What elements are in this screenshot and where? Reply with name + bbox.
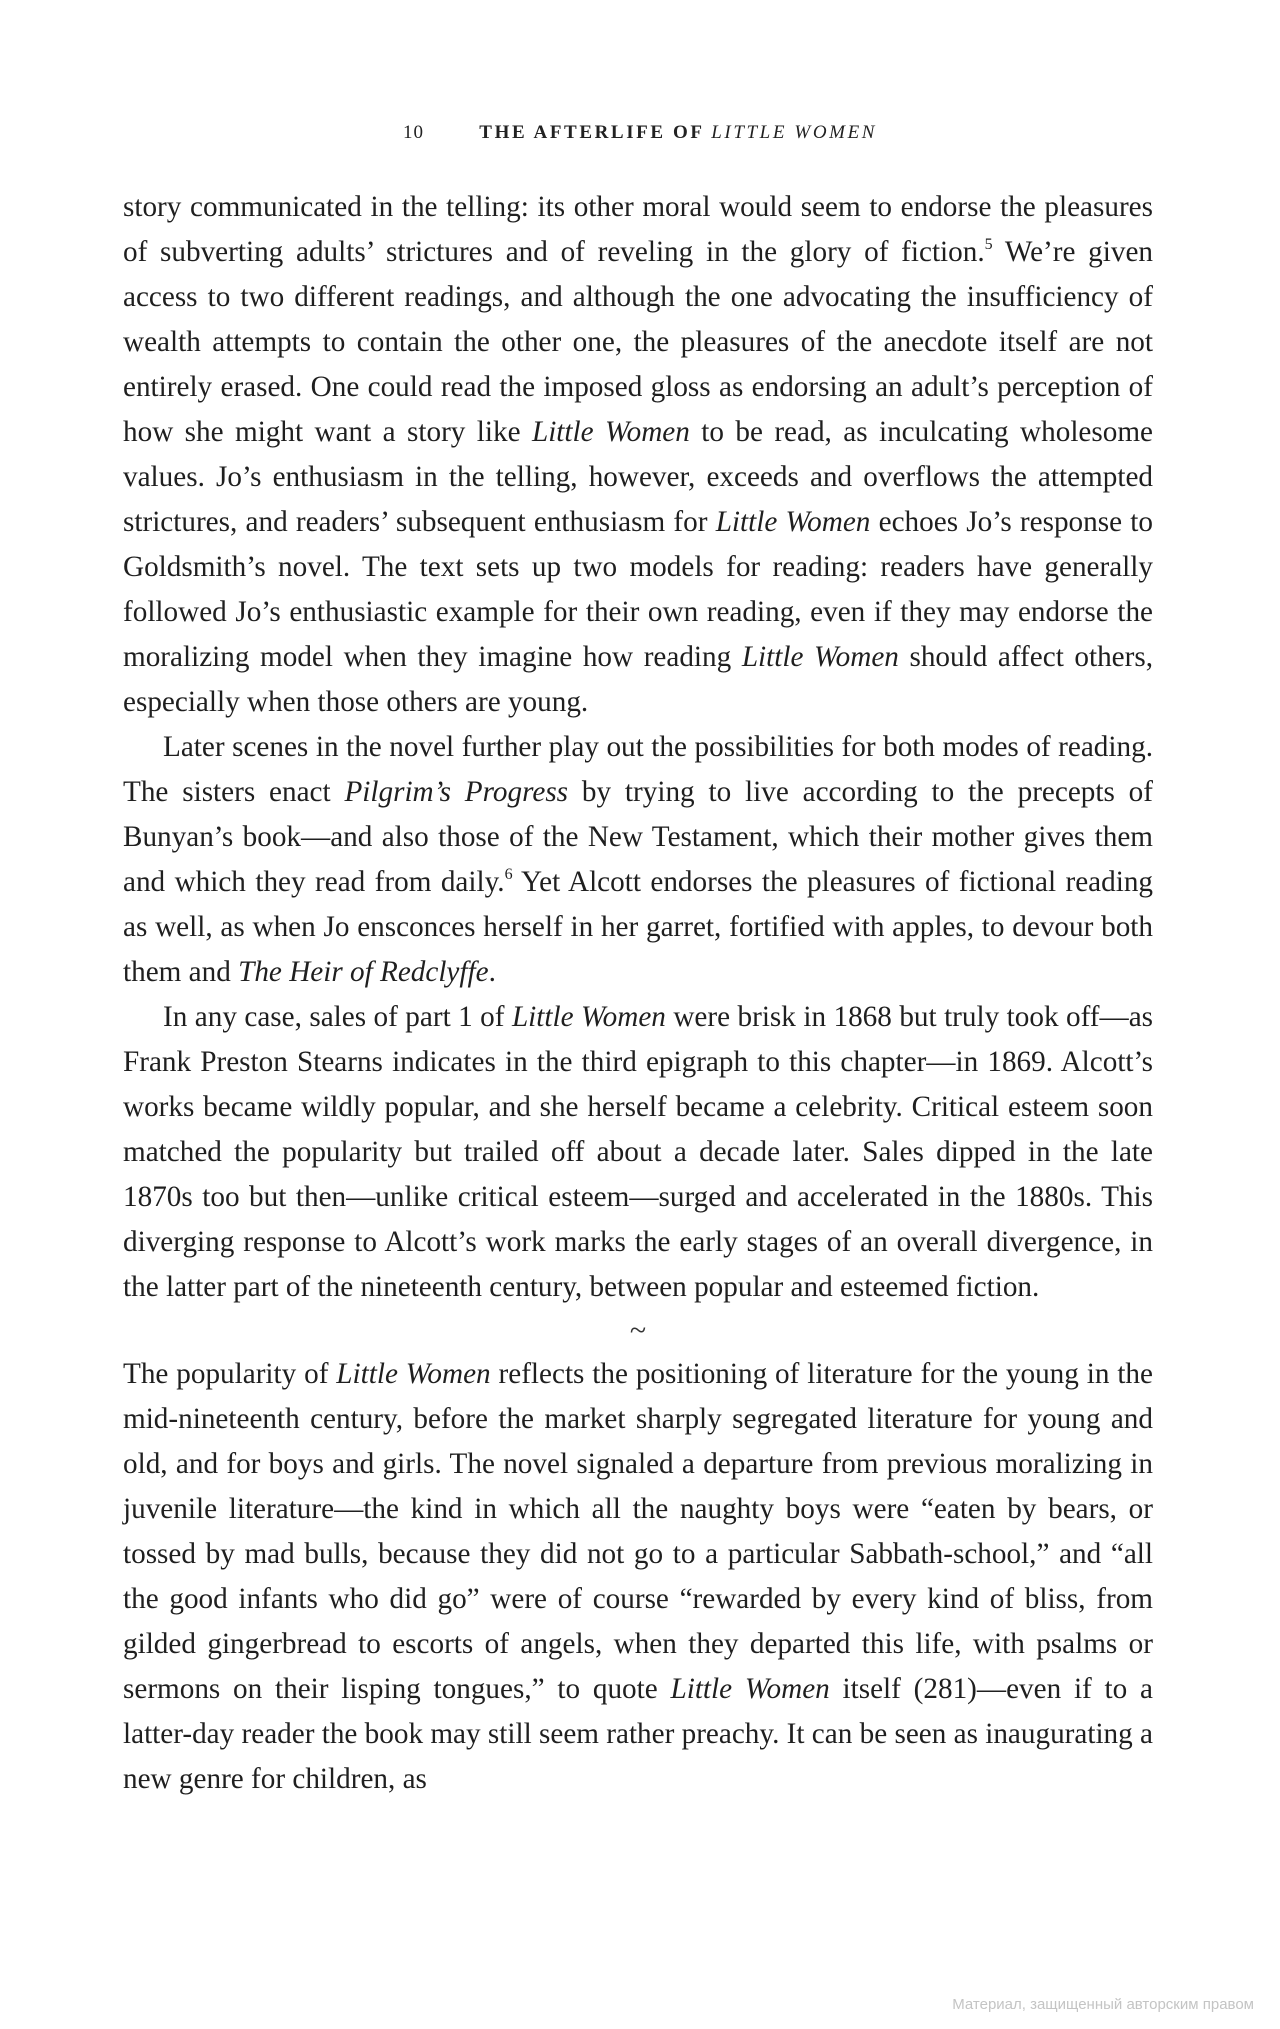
p4-text-2: reflects the positioning of literature for the young in the mid-nineteenth century, before the market sharply segregated literature for young and old, and for boys and girls. The novel signaled a departure from previous moralizing in juvenile literature—the kind in which all the naughty boys were “eaten by bears, or tossed by mad bulls, because they did not go to a particular Sabbath-school,” and “all the good infants who did go” were of course “rewarded by every kind of bliss, from gilded gingerbread to escorts of angels, when they departed this life, with psalms or sermons on their lisping tongues,” to quote xyxy=(123,1358,1153,1705)
p2-text-3: Yet Alcott endorses the pleasures of fictional reading as well, as when Jo ensconces herself in her garret, fortified with apples, to devour both them and xyxy=(123,866,1154,988)
section-break-ornament: ~ xyxy=(629,1314,647,1347)
p3-title-1: Little Women xyxy=(511,1001,666,1033)
p2-text-1: Later scenes in the novel further play out the possibilities for both modes of reading. The sisters enact xyxy=(123,731,1153,808)
p1-title-2: Little Women xyxy=(715,506,871,538)
p2-title-2: The Heir of Redclyffe xyxy=(238,956,489,988)
copyright-watermark: Материал, защищенный авторским правом xyxy=(952,1996,1254,2013)
p1-title-1: Little Women xyxy=(531,416,690,448)
p4-text-1: The popularity of xyxy=(123,1358,337,1390)
p3-text-1: In any case, sales of part 1 of xyxy=(163,1001,512,1033)
footnote-ref-5: 5 xyxy=(984,236,993,253)
running-head xyxy=(0,122,1280,144)
paragraph-2 xyxy=(123,725,1153,995)
page-number: 10 xyxy=(402,122,424,143)
running-title-text: THE AFTERLIFE OF xyxy=(479,122,712,143)
running-title xyxy=(479,122,877,143)
p1-text-3: to be read, as inculcating wholesome values. Jo’s enthusiasm in the telling, however, exceeds and overflows the attempted strictures, and readers’ subsequent enthusiasm for xyxy=(123,416,1153,538)
p2-text-4: . xyxy=(488,956,496,988)
p4-title-1: Little Women xyxy=(336,1358,491,1390)
p1-text-2: We’re given access to two different readings, and although the one advocating the insufficiency of wealth attempts to contain the other one, the pleasures of the anecdote itself are not entirely erased. One could read the imposed gloss as endorsing an adult’s perception of how she might want a story like xyxy=(123,236,1153,448)
p3-text-2: were brisk in 1868 but truly took off—as Frank Preston Stearns indicates in the third epigraph to this chapter—in 1869. Alcott’s works became wildly popular, and she herself became a celebrity. Critical esteem soon matched the popularity but trailed off about a decade later. Sales dipped in the late 1870s too but then—unlike critical esteem—surged and accelerated in the 1880s. This diverging response to Alcott’s work marks the early stages of an overall divergence, in the latter part of the nineteenth century, between popular and esteemed fiction. xyxy=(123,1001,1154,1303)
running-title-italic: LITTLE WOMEN xyxy=(711,122,878,143)
p4-title-2: Little Women xyxy=(670,1673,830,1705)
p1-text-4: echoes Jo’s response to Goldsmith’s novel. The text sets up two models for reading: readers have generally followed Jo’s enthusiastic example for their own reading, even if they may endorse the moralizing model when they imagine how reading xyxy=(123,506,1153,673)
p1-text-5: should affect others, especially when those others are young. xyxy=(123,641,1154,718)
paragraph-1 xyxy=(123,185,1153,725)
paragraph-3 xyxy=(123,995,1153,1310)
footnote-ref-6: 6 xyxy=(504,866,513,883)
p1-title-3: Little Women xyxy=(741,641,899,673)
p2-text-2: by trying to live according to the precepts of Bunyan’s book—and also those of the New Testament, which their mother gives them and which they read from daily. xyxy=(123,776,1153,898)
p4-text-3: itself (281)—even if to a latter-day reader the book may still seem rather preachy. It can be seen as inaugurating a new genre for children, as xyxy=(123,1673,1153,1795)
paragraph-4 xyxy=(123,1352,1153,1802)
body-text xyxy=(123,185,1153,1802)
p2-title-1: Pilgrim’s Progress xyxy=(344,776,569,808)
p1-text-1: story communicated in the telling: its other moral would seem to endorse the pleasures of subverting adults’ strictures and of reveling in the glory of fiction. xyxy=(123,191,1153,268)
